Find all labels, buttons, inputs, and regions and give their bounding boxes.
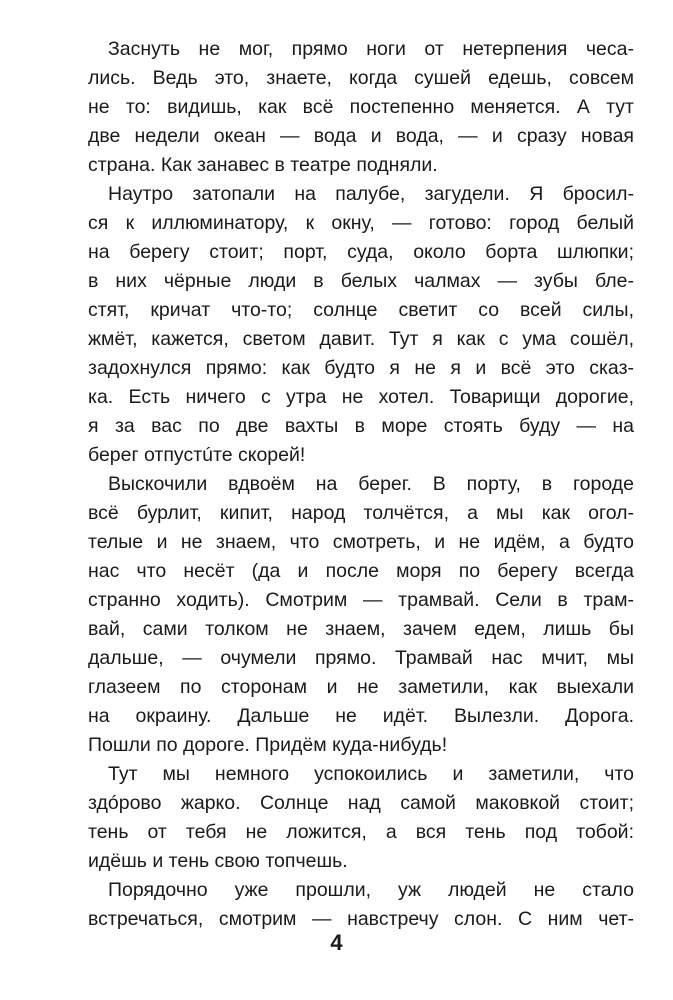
text-line: ся к иллюминатору, к окну, — готово: город белый [88, 212, 634, 234]
text-line: жмёт, кажется, светом давит. Тут я как с ума сошёл, [88, 328, 634, 350]
text-line: нас что несёт (да и после моря по берегу всегда [88, 560, 634, 582]
text-line: здóрово жарко. Солнце над самой маковкой стоит; [88, 792, 634, 814]
text-line: в них чёрные люди в белых чалмах — зубы бле- [88, 270, 634, 292]
paragraph [88, 470, 634, 760]
paragraph [88, 35, 634, 180]
text-line: вай, сами толком не знаем, зачем едем, лишь бы [88, 618, 634, 640]
text-line: Тут мы немного успокоились и заметили, что [108, 763, 634, 785]
text-line: странно ходить). Смотрим — трамвай. Сели в трам- [88, 589, 634, 611]
paragraph [88, 760, 634, 876]
text-line: страна. Как занавес в театре подняли. [88, 154, 438, 176]
paragraph [88, 876, 634, 934]
text-line: две недели океан — вода и вода, — и сразу новая [88, 125, 634, 147]
text-line: телые и не знаем, что смотреть, и не идём, а будто [88, 531, 634, 553]
text-line: берег отпустúте скорей! [88, 444, 306, 466]
body-text [88, 35, 634, 934]
text-line: я за вас по две вахты в море стоять буду — на [88, 415, 634, 437]
text-line: задохнулся прямо: как будто я не я и всё это сказ- [88, 357, 634, 379]
text-line: всё бурлит, кипит, народ толчётся, а мы как огол- [88, 502, 634, 524]
text-line: Пошли по дороге. Придём куда-нибудь! [88, 734, 448, 756]
paragraph [88, 180, 634, 470]
text-line: лись. Ведь это, знаете, когда сушей едешь, совсем [88, 67, 634, 89]
text-line: не то: видишь, как всё постепенно меняется. А тут [88, 96, 634, 118]
text-line: ка. Есть ничего с утра не хотел. Товарищи дорогие, [88, 386, 634, 408]
text-line: Наутро затопали на палубе, загудели. Я бросил- [108, 183, 634, 205]
text-line: на окраину. Дальше не идёт. Вылезли. Дорога. [88, 705, 634, 727]
text-line: тень от тебя не ложится, а вся тень под тобой: [88, 821, 634, 843]
page-number: 4 [330, 930, 343, 955]
text-line: идёшь и тень свою топчешь. [88, 850, 348, 872]
text-line: встречаться, смотрим — навстречу слон. С ним чет- [88, 908, 634, 930]
text-line: стят, кричат что-то; солнце светит со всей силы, [88, 299, 634, 321]
text-line: Порядочно уже прошли, уж людей не стало [108, 879, 634, 901]
text-line: Заснуть не мог, прямо ноги от нетерпения чеса- [108, 38, 634, 60]
text-line: глазеем по сторонам и не заметили, как выехали [88, 676, 634, 698]
text-line: дальше, — очумели прямо. Трамвай нас мчит, мы [88, 647, 634, 669]
text-line: на берегу стоит; порт, суда, около борта шлюпки; [88, 241, 634, 263]
text-line: Выскочили вдвоём на берег. В порту, в городе [108, 473, 634, 495]
